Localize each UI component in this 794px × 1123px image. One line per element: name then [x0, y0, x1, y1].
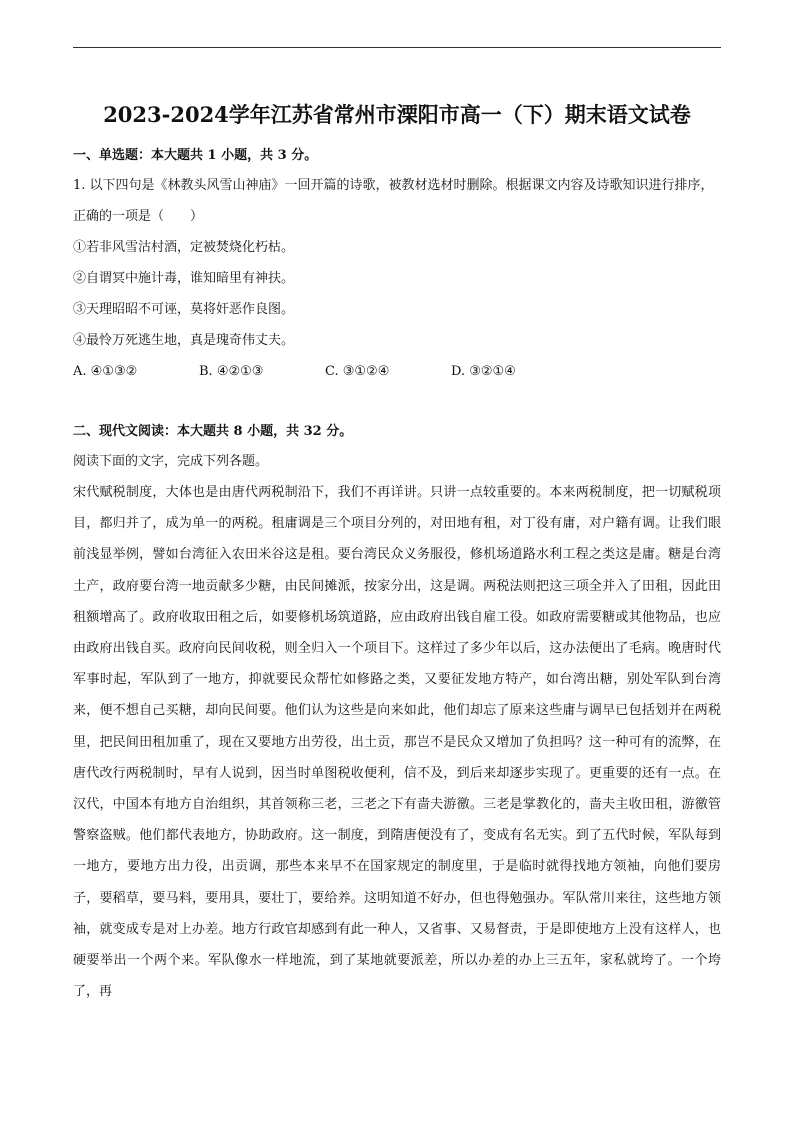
header-rule [73, 47, 721, 48]
question-1-stem: 1. 以下四句是《林教头风雪山神庙》一回开篇的诗歌，被教材选材时删除。根据课文内容及诗歌知识进行排序，正确的一项是（ ） [73, 178, 714, 224]
question-1-options [73, 356, 721, 387]
option-b: B. ④②①③ [199, 364, 264, 379]
option-c: C. ③①②④ [325, 364, 390, 379]
reading-instruction: 阅读下面的文字，完成下列各题。 [73, 454, 269, 469]
poem-line-4: ④最怜万死逃生地，真是瑰奇伟丈夫。 [73, 333, 295, 348]
poem-line-1: ①若非风雪沽村酒，定被焚烧化朽枯。 [73, 240, 295, 255]
page-title: 2023-2024学年江苏省常州市溧阳市高一（下）期末语文试卷 [103, 102, 691, 127]
option-d: D. ③②①④ [451, 364, 516, 379]
option-a: A. ④①③② [73, 364, 138, 379]
exam-page [73, 100, 721, 1007]
section-reading [73, 418, 721, 1007]
section-spacer [73, 387, 721, 418]
section1-heading: 一、单选题：本大题共 1 小题，共 3 分。 [73, 148, 318, 163]
poem-line-2: ②自谓冥中施计毒，谁知暗里有神扶。 [73, 271, 295, 286]
section-single-choice [73, 142, 721, 387]
poem-line-3: ③天理昭昭不可诬，莫将奸恶作良图。 [73, 302, 295, 317]
reading-passage: 宋代赋税制度，大体也是由唐代两税制沿下，我们不再详讲。只讲一点较重要的。本来两税制度，把一切赋税项目，都归并了，成为单一的两税。租庸调是三个项目分列的，对田地有租，对丁役有庸，对户籍有调。让我们眼前浅显举例，譬如台湾征入农田米谷这是租。要台湾民众义务服役，修机场道路水利工程之类这是庸。糖是台湾土产，政府要台湾一地贡献多少糖，由民间摊派，按家分出，这是调。两税法则把这三项全并入了田租，因此田租额增高了。政府收取田租之后，如要修机场筑道路，应由政府出钱自雇工役。如政府需要糖或其他物品，也应由政府出钱自买。政府向民间收税，则全归入一个项目下。这样过了多少年以后，这办法便出了毛病。晚唐时代军事时起，军队到了一地方，抑就要民众帮忙如修路之类，又要征发地方特产，如台湾出糖，别处军队到台湾来，便不想自己买糖，却向民间要。他们认为这些是向来如此，他们却忘了原来这些庸与调早已包括划并在两税里，把民间田租加重了，现在又要地方出劳役，出土贡，那岂不是民众又增加了负担吗？这一种可有的流弊，在唐代改行两税制时，早有人说到，因当时单图税收便利，信不及，到后来却逐步实现了。更重要的还有一点。在汉代，中国本有地方自治组织，其首领称三老，三老之下有啬夫游徼。三老是掌教化的，啬夫主收田租，游徼管警察盗贼。他们都代表地方，协助政府。这一制度，到隋唐便没有了，变成有名无实。到了五代时候，军队每到一地方，要地方出力役，出贡调，那些本来早不在国家规定的制度里，于是临时就得找地方领袖，向他们要房子，要稻草，要马料，要用具，要壮丁，要给养。这明知道不好办，但也得勉强办。军队常川来往，这些地方领袖，就变成专是对上办差。地方行政官却感到有此一种人，又省事、又易督责，于是即使地方上没有这样人，也硬要举出一个两个来。军队像水一样地流，到了某地就要派差，所以办差的办上三五年，家私就垮了。一个垮了，再 [73, 485, 721, 1000]
section2-heading: 二、现代文阅读：本大题共 8 小题，共 32 分。 [73, 424, 353, 439]
